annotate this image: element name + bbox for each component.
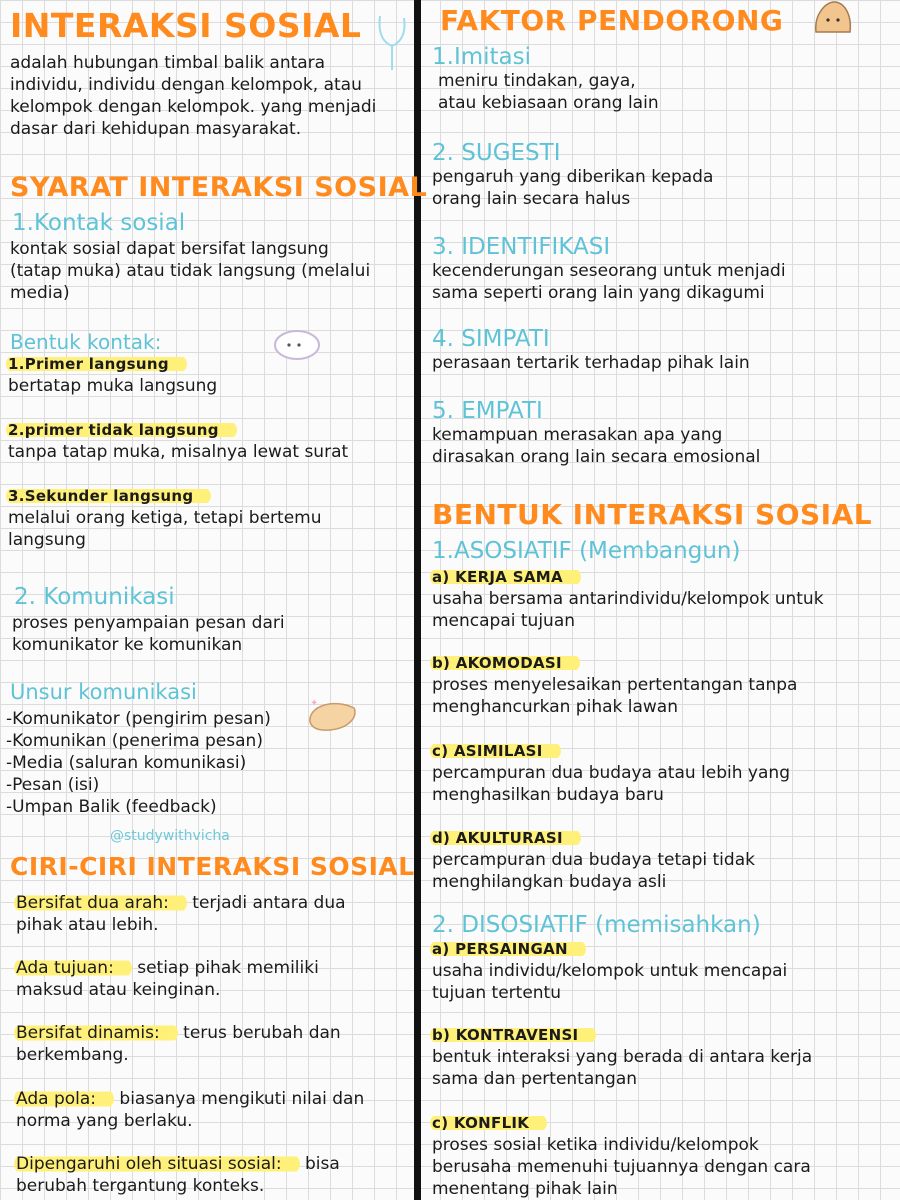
bentuk-title: BENTUK INTERAKSI SOSIAL [432, 498, 873, 531]
bentuk-kontak-heading: Bentuk kontak: [10, 330, 162, 354]
faktor-item: 4. SIMPATI perasaan tertarik terhadap pihak lain [432, 326, 750, 373]
syarat-title: SYARAT INTERAKSI SOSIAL [10, 172, 428, 203]
asosiatif-item: c) ASIMILASI percampuran dua budaya atau lebih yang menghasilkan budaya baru [432, 742, 790, 805]
faktor-title: FAKTOR PENDORONG [440, 4, 784, 37]
faktor-item: 2. SUGESTI pengaruh yang diberikan kepada orang lain secara halus [432, 140, 714, 209]
asosiatif-item: d) AKULTURASI percampuran dua budaya tetapi tidak menghilangkan budaya asli [432, 829, 755, 892]
kontak-sosial-heading: 1.Kontak sosial [12, 210, 186, 236]
asosiatif-item: b) AKOMODASI proses menyelesaikan pertentangan tanpa menghancurkan pihak lawan [432, 654, 798, 717]
disosiatif-item: c) KONFLIK proses sosial ketika individu/kelompok berusaha memenuhi tujuannya dengan cara menentang pihak lain [432, 1114, 811, 1199]
svg-text:✦: ✦ [310, 698, 319, 709]
definition-text: adalah hubungan timbal balik antara individu, individu dengan kelompok, atau kelompok dengan kelompok. yang menjadi dasar dari kehidupan masyarakat. [10, 53, 377, 139]
unsur-komunikasi-heading: Unsur komunikasi [10, 680, 197, 704]
faktor-item: 1.Imitasi meniru tindakan, gaya, atau kebiasaan orang lain [432, 44, 659, 113]
disosiatif-item: a) PERSAINGAN usaha individu/kelompok untuk mencapai tujuan tertentu [432, 940, 788, 1003]
cloud-sticker-icon [272, 326, 322, 362]
disosiatif-item: b) KONTRAVENSI bentuk interaksi yang berada di antara kerja sama dan pertentangan [432, 1026, 813, 1089]
faktor-item: 3. IDENTIFIKASI kecenderungan seseorang untuk menjadi sama seperti orang lain yang dikagumi [432, 234, 786, 303]
bentuk-kontak-item: 1.Primer langsung bertatap muka langsung [8, 355, 218, 396]
bentuk-kontak-item: 3.Sekunder langsung melalui orang ketiga, tetapi bertemu langsung [8, 487, 322, 550]
ciri-item: Bersifat dua arah: terjadi antara dua pihak atau lebih. [16, 893, 346, 935]
watermark: @studywithvicha [110, 828, 230, 844]
disosiatif-heading: 2. DISOSIATIF (memisahkan) [432, 912, 761, 938]
unsur-list: -Komunikator (pengirim pesan) -Komunikan (penerima pesan) -Media (saluran komunikasi) -Pesan (isi) -Umpan Balik (feedback) [6, 709, 271, 817]
komunikasi-desc: proses penyampaian pesan dari komunikator ke komunikan [12, 613, 285, 655]
ciri-item: Ada tujuan: setiap pihak memiliki maksud atau keinginan. [16, 958, 319, 1000]
bread-sticker-icon [304, 694, 360, 734]
ciri-item: Ada pola: biasanya mengikuti nilai dan norma yang berlaku. [16, 1089, 365, 1131]
faktor-item: 5. EMPATI kemampuan merasakan apa yang dirasakan orang lain secara emosional [432, 398, 761, 467]
bun-sticker-icon [812, 0, 854, 38]
kontak-sosial-desc: kontak sosial dapat bersifat langsung (tatap muka) atau tidak langsung (melalui media) [10, 239, 371, 303]
ciri-item: Bersifat dinamis: terus berubah dan berkembang. [16, 1023, 341, 1065]
asosiatif-item: a) KERJA SAMA usaha bersama antarindividu/kelompok untuk mencapai tujuan [432, 568, 824, 631]
ciri-title: CIRI-CIRI INTERAKSI SOSIAL [10, 852, 415, 881]
bentuk-kontak-item: 2.primer tidak langsung tanpa tatap muka, misalnya lewat surat [8, 421, 349, 462]
doodle-icon [372, 12, 412, 72]
asosiatif-heading: 1.ASOSIATIF (Membangun) [432, 538, 741, 564]
komunikasi-heading: 2. Komunikasi [14, 584, 175, 610]
ciri-item: Dipengaruhi oleh situasi sosial: bisa berubah tergantung konteks. [16, 1154, 340, 1196]
main-title: INTERAKSI SOSIAL [10, 6, 362, 45]
